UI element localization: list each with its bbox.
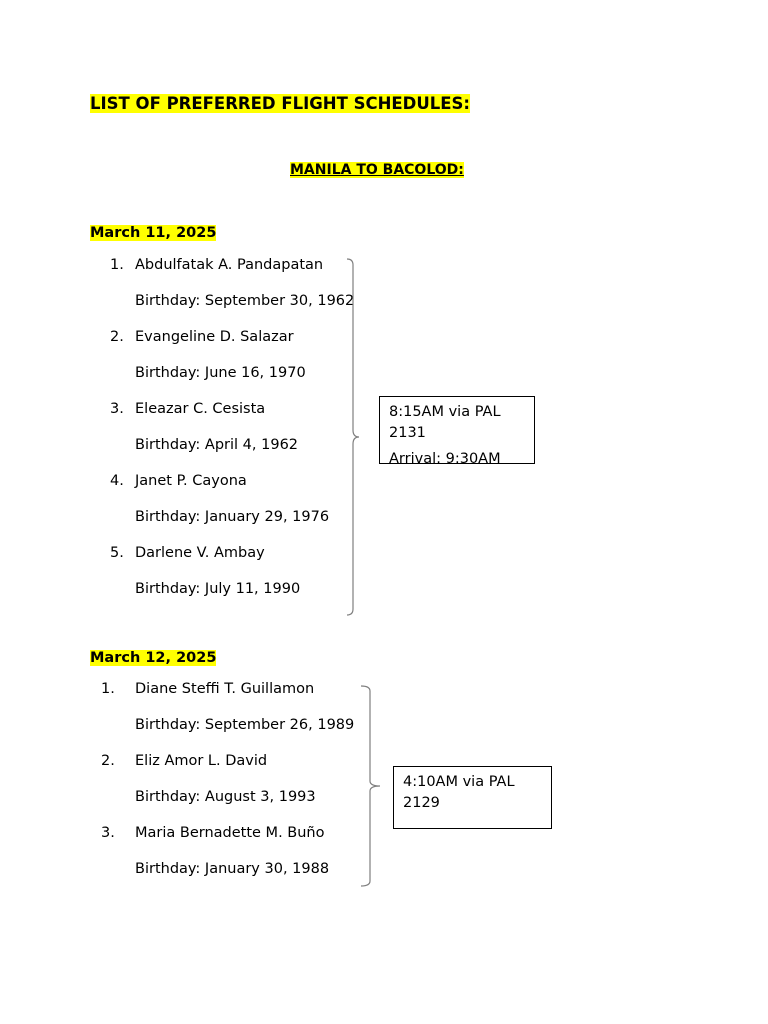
flight-info: 4:10AM via PAL 2129 — [403, 774, 515, 811]
right-brace-shape — [359, 685, 383, 890]
list-number: 3. — [101, 825, 115, 841]
date-heading-text: March 11, 2025 — [90, 225, 217, 241]
document-title — [90, 93, 470, 114]
date-heading-text: March 12, 2025 — [90, 650, 217, 666]
arrival-info: Arrival: 9:30AM — [389, 451, 501, 464]
list-number: 1. — [101, 681, 115, 697]
list-number: 5. — [110, 545, 124, 561]
passenger-birthday: Birthday: January 30, 1988 — [135, 861, 330, 877]
passenger-name: Eleazar C. Cesista — [135, 401, 266, 417]
flight-info: 8:15AM via PAL 2131 — [389, 404, 501, 441]
passenger-name: Diane Steffi T. Guillamon — [135, 681, 315, 697]
passenger-name: Darlene V. Ambay — [135, 545, 265, 561]
flight-schedule-box — [393, 766, 552, 829]
passenger-birthday: Birthday: August 3, 1993 — [135, 789, 316, 805]
passenger-birthday: Birthday: April 4, 1962 — [135, 437, 299, 453]
list-number: 2. — [110, 329, 124, 345]
route-title-text: MANILA TO BACOLOD: — [290, 162, 464, 178]
passenger-birthday: Birthday: January 29, 1976 — [135, 509, 330, 525]
passenger-birthday: Birthday: July 11, 1990 — [135, 581, 301, 597]
list-number: 3. — [110, 401, 124, 417]
date-heading-march-12 — [90, 649, 216, 667]
passenger-name: Abdulfatak A. Pandapatan — [135, 257, 324, 273]
list-number: 4. — [110, 473, 124, 489]
passenger-birthday: Birthday: June 16, 1970 — [135, 365, 306, 381]
list-number: 2. — [101, 753, 115, 769]
passenger-name: Evangeline D. Salazar — [135, 329, 294, 345]
right-brace-shape — [344, 258, 364, 618]
passenger-name: Janet P. Cayona — [135, 473, 247, 489]
passenger-birthday: Birthday: September 26, 1989 — [135, 717, 355, 733]
passenger-birthday: Birthday: September 30, 1962 — [135, 293, 355, 309]
passenger-name: Maria Bernadette M. Buño — [135, 825, 325, 841]
document-title-text: LIST OF PREFERRED FLIGHT SCHEDULES: — [90, 94, 471, 113]
date-heading-march-11 — [90, 224, 216, 242]
route-title — [290, 162, 464, 179]
list-number: 1. — [110, 257, 124, 273]
passenger-name: Eliz Amor L. David — [135, 753, 268, 769]
flight-schedule-box — [379, 396, 535, 464]
